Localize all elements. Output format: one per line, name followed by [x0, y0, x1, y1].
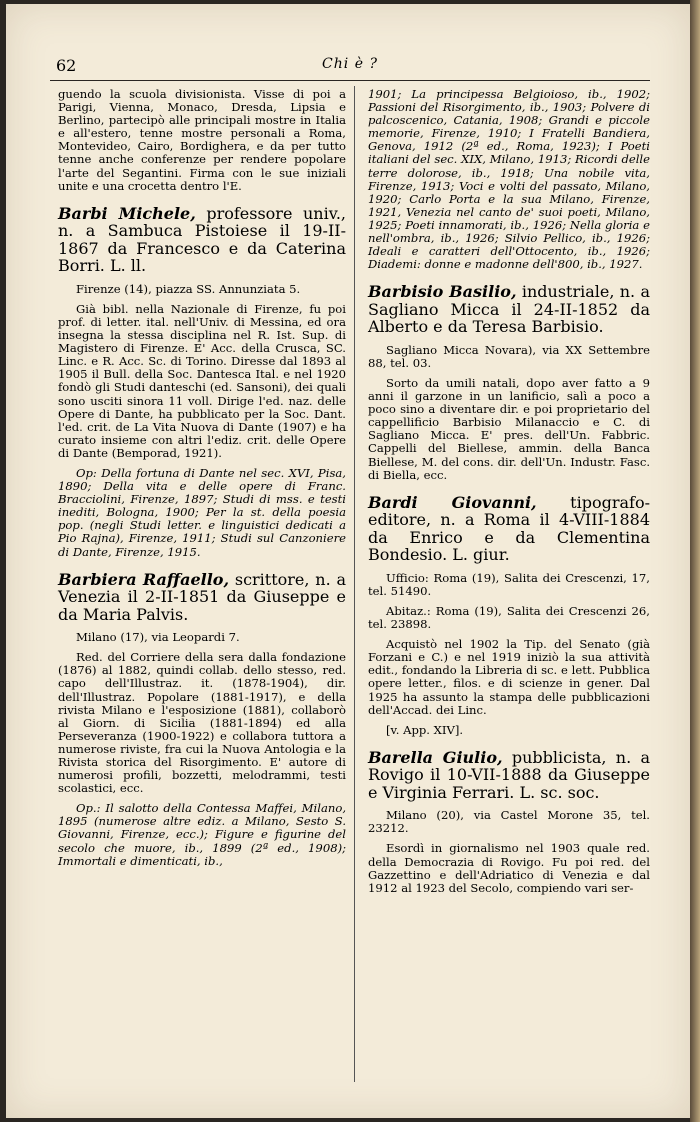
entry-title: industriale, n. a Sagliano Micca il 24-II-1852 da Alberto e da Teresa Barbisio.	[368, 282, 650, 337]
entry-works: Op.: Il salotto della Contessa Maffei, Milano, 1895 (numerose altre ediz. a Milano, Sesto S. Giovanni, Firenze, ecc.); Figure e figurine del secolo che muore, ib., 1899 (2ª ed., 1908); Immortali e dimenticati, ib.,	[58, 801, 346, 868]
entry-heading-barella	[368, 749, 650, 802]
entry-heading-barbi	[58, 205, 346, 275]
entry-bio: Acquistò nel 1902 la Tip. del Senato (già Forzani e C.) e nel 1919 iniziò la sua attività edit., fondando la Libreria di sc. e lett. Pubblica opere letter., filos. e di scienze in gener. Dal 1925 ha assunto la stampa delle pubblicazioni dell'Accad. dei Linc.	[368, 637, 650, 717]
entry-works: Op: Della fortuna di Dante nel sec. XVI, Pisa, 1890; Della vita e delle opere di Franc. Bracciolini, Firenze, 1897; Studi di mss. e testi inediti, Bologna, 1900; Per la st. della poesia pop. (negli Studi letter. e linguistici dedicati a Pio Rajna), Firenze, 1911; Studi sul Canzoniere di Dante, Firenze, 1915.	[58, 465, 346, 559]
entry-bio: Esordì in giornalismo nel 1903 quale red. della Democrazia di Rovigo. Fu poi red. del Gazzettino e dell'Adriatico di Venezia e dal 1912 al 1923 del Secolo, compiendo vari ser-	[368, 841, 650, 895]
entry-reference: [v. App. XIV].	[386, 722, 464, 737]
entry-bio: Red. del Corriere della sera dalla fondazione (1876) al 1882, quindi collab. dello stesso, red. capo dell'Illustraz. it. (1878-1904), dir. dell'Illustraz. Popolare (1881-1917), e della rivista Milano e l'esposizione (1881), collaborò al Giorn. di Sicilia (1881-1894) ed alla Perseveranza (1900-1922) e collabora tuttora a numerose riviste, fra cui la Nuova Antologia e la Rivista storica del Risorgimento. E' autore di numerosi profili, bozzetti, melodrammi, testi scolastici, ecc.	[58, 650, 346, 796]
entry-home-address: Abitaz.: Roma (19), Salita dei Crescenzi 26, tel. 23898.	[368, 603, 650, 632]
entry-name: Barella Giulio,	[368, 747, 503, 767]
entry-name: Barbisio Basilio,	[368, 282, 517, 302]
entry-heading-barbiera	[58, 571, 346, 624]
entry-title: tipografo-editore, n. a Roma il 4-VIII-1884 da Enrico e da Clementina Bondesio. L. giur.	[368, 492, 650, 565]
entry-title: pubblicista, n. a Rovigo il 10-VII-1888 da Giuseppe e Virginia Ferrari. L. sc. soc.	[368, 747, 650, 802]
entry-name: Barbi Michele,	[58, 203, 196, 223]
entry-office-address: Ufficio: Roma (19), Salita dei Crescenzi, 17, tel. 51490.	[368, 570, 650, 598]
entry-address: Sagliano Micca Novara), via XX Settembre 88, tel. 03.	[368, 342, 650, 370]
page-number: 62	[56, 56, 77, 75]
running-title: Chi è ?	[322, 56, 378, 72]
entry-address: Firenze (14), piazza SS. Annunziata 5.	[76, 281, 301, 296]
entry-title: professore univ., n. a Sambuca Pistoiese il 19-II-1867 da Francesco e da Caterina Borri. L. ll.	[58, 203, 347, 276]
page-edge	[690, 0, 700, 1122]
entry-heading-bardi	[368, 494, 650, 564]
right-column	[368, 88, 650, 902]
entry-name: Barbiera Raffaello,	[58, 569, 230, 589]
page-header	[50, 56, 650, 80]
entry-bio: Già bibl. nella Nazionale di Firenze, fu poi prof. di letter. ital. nell'Univ. di Messina, ed ora insegna la stessa disciplina nel R. Ist. Sup. di Magistero di Firenze. E' Acc. della Crusca, SC. Linc. e R. Acc. Sc. di Torino. Diresse dal 1893 al 1905 il Bull. della Soc. Dantesca Ital. e nel 1920 fondò gli Studi danteschi (ed. Sansoni), dei quali sono usciti sinora 11 voll. Dirige l'ed. naz. delle Opere di Dante, ha pubblicato per la Soc. Dant. l'ed. crit. de La Vita Nuova di Dante (1907) e ha curato insieme con altri l'ediz. crit. delle Opere di Dante (Bemporad, 1921).	[58, 301, 346, 460]
entry-bio: Sorto da umili natali, dopo aver fatto a 9 anni il garzone in un lanificio, salì a poco a poco sino a diventare dir. e poi proprietario del cappellificio Barbisio Milanaccio e C. di Sagliano Micca. E' pres. dell'Un. Fabbric. Cappelli del Biellese, ammin. della Banca Biellese, M. del cons. dir. dell'Un. Industr. Fasc. di Biella, ecc.	[368, 376, 650, 482]
header-rule	[50, 80, 650, 81]
entry-works-continued: 1901; La principessa Belgioioso, ib., 1902; Passioni del Risorgimento, ib., 1903; Polvere di palcoscenico, Catania, 1908; Grandi e piccole memorie, Firenze, 1910; I Fratelli Bandiera, Genova, 1912 (2ª ed., Roma, 1923); I Poeti italiani del sec. XIX, Milano, 1913; Ricordi delle terre dolorose, ib., 1918; Una nobile vita, Firenze, 1913; Voci e volti del passato, Milano, 1920; Carlo Porta e la sua Milano, Firenze, 1921, Venezia nel canto de' suoi poeti, Milano, 1925; Poeti innamorati, ib., 1926; Nella gloria e nell'ombra, ib., 1926; Silvio Pellico, ib., 1926; Ideali e caratteri dell'Ottocento, ib., 1926; Diademi: donne e madonne dell'800, ib., 1927.	[368, 87, 650, 272]
left-column	[58, 88, 346, 875]
entry-address: Milano (20), via Castel Morone 35, tel. 23212.	[368, 808, 650, 836]
entry-title: scrittore, n. a Venezia il 2-II-1851 da Giuseppe e da Maria Palvis.	[58, 569, 347, 624]
entry-name: Bardi Giovanni,	[368, 492, 537, 512]
column-separator	[354, 86, 355, 1082]
entry-address: Milano (17), via Leopardi 7.	[76, 630, 240, 645]
intro-paragraph: guendo la scuola divisionista. Visse di poi a Parigi, Vienna, Monaco, Dresda, Lipsia e Berlino, partecipò alle principali mostre in Italia e all'estero, tenne mostre personali a Roma, Montevideo, Cairo, Bordighera, e da per tutto tenne anche conferenze per rendere popolare l'arte del Segantini. Firma con le sue iniziali unite e una crocetta dentro l'E.	[58, 87, 346, 193]
entry-heading-barbisio	[368, 283, 650, 336]
